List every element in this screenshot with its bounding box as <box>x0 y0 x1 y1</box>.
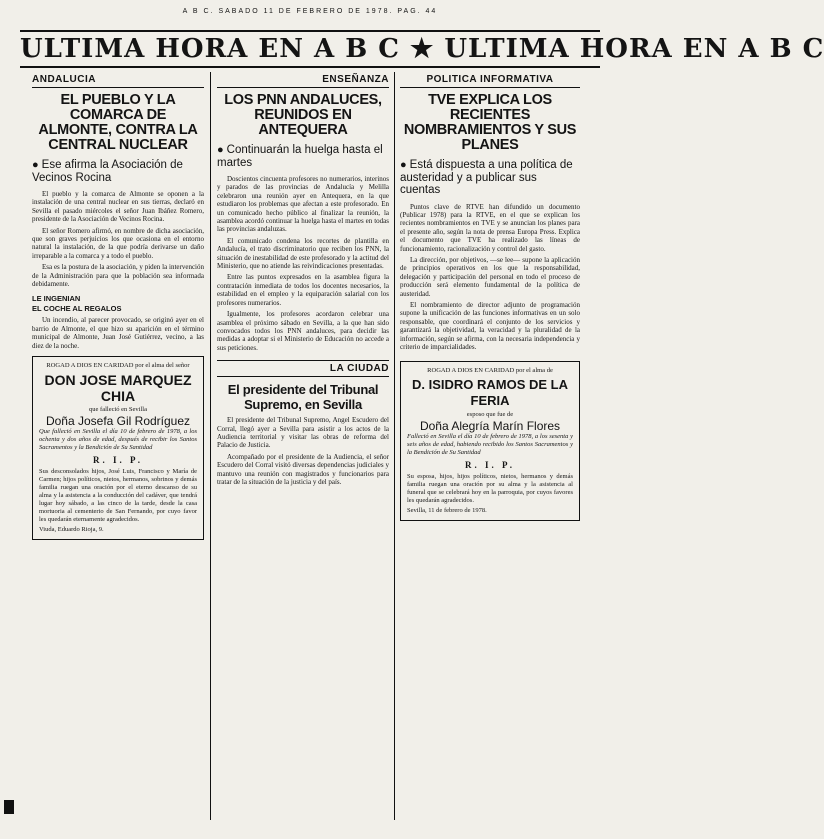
headline: LOS PNN ANDALUCES, REUNIDOS EN ANTEQUERA <box>224 92 382 138</box>
obituary-sub: esposo que fue de <box>466 411 514 419</box>
column-andalucia <box>32 74 204 540</box>
registration-mark <box>4 800 14 814</box>
article-paragraph: El señor Romero afirmó, en nombre de dicha asociación, que son graves perjuicios los que ocasiona en el entorno natural la instalación, de la que podría derivarse un daño irreparable a la comarca y a todo el pueblo. <box>32 226 204 260</box>
obituary-rip: R. I. P. <box>465 460 515 471</box>
subhead-text: Está dispuesta a una política de austeridad y a publicar sus cuentas <box>400 159 573 196</box>
subhead-bullet <box>32 159 204 184</box>
obituary-top: ROGAD A DIOS EN CARIDAD por el alma de <box>427 367 553 375</box>
obituary-address: Sevilla, 11 de febrero de 1978. <box>407 507 487 515</box>
subhead-bullet <box>400 159 580 197</box>
obituary-name: DON JOSE MARQUEZ CHIA <box>44 372 192 405</box>
obituary-notice <box>32 356 204 540</box>
headline: EL PUEBLO Y LA COMARCA DE ALMONTE, CONTRA LA CENTRAL NUCLEAR <box>38 92 198 153</box>
obituary-text: Que falleció en Sevilla el día 10 de febrero de 1978, a los ochenta y dos años de edad, después de recibir los Santos Sacramentos y la Bendición de Su Santidad <box>39 428 197 452</box>
bullet-icon: ● <box>217 144 224 156</box>
article-paragraph: Puntos clave de RTVE han difundido un documento (Publicar 1978) para la RTVE, en el que se explican los recientes nombramientos en TVE y se anuncian los planes para el presente año, según la nota de prensa Europa Press. Explica el documento que TVE ha realizado las líneas de funcionamiento, racionalización y control del gasto. <box>400 202 580 253</box>
article-paragraph: El presidente del Tribunal Supremo, Angel Escudero del Corral, llegó ayer a Sevilla para asistir a los actos de la Audiencia territorial y visitar las obras de reforma del Palacio de Justicia. <box>217 416 389 450</box>
article-paragraph: El pueblo y la comarca de Almonte se oponen a la instalación de una central nuclear en sus tierras, declaró en Sevilla el pasado miércoles el señor Juan Ibáñez Romero, presidente de la Asociación de Vecinos Rocina. <box>32 190 204 224</box>
article-paragraph: Doscientos cincuenta profesores no numerarios, interinos y parados de las provincias de Andalucía y Melilla celebraron una reunión ayer en Antequera, en la que estudiaron los problemas que afectan a este profesorado. En un comunicado hecho público al finalizar la reunión, la asamblea acordó continuar la huelga hasta el martes en todas las provincias andaluzas. <box>217 175 389 234</box>
section-label: ENSEÑANZA <box>217 74 389 88</box>
obituary-widow: Doña Alegría Marín Flores <box>419 419 561 434</box>
brief-text: Un incendio, al parecer provocado, se originó ayer en el barrio de Almonte, el que hizo su aparición en el término municipal de Almonte, Juan José Gutiérrez, vecino, a las diez de la noche. <box>32 316 204 350</box>
subhead-text: Continuarán la huelga hasta el martes <box>217 144 383 169</box>
headline: El presidente del Tribunal Supremo, en Sevilla <box>227 382 379 413</box>
obituary-address: Viuda, Eduardo Rioja, 9. <box>39 526 104 534</box>
section-label: LA CIUDAD <box>217 360 389 377</box>
article-paragraph: Esa es la postura de la asociación, y piden la intervención de la Administración para que la población sea informada debidamente. <box>32 263 204 289</box>
obituary-rip: R. I. P. <box>93 455 143 466</box>
column-rule <box>394 72 395 820</box>
brief-title: EL COCHE AL REGALOS <box>32 304 122 314</box>
obituary-name: D. ISIDRO RAMOS DE LA FERIA <box>411 377 568 409</box>
article-paragraph: Igualmente, los profesores acordaron celebrar una asamblea el próximo sábado en Sevilla, a la que han sido convocados todos los PNN andaluces, para decidir las medidas a adoptar si el Ministerio de Educación no accede a sus peticiones. <box>217 310 389 352</box>
obituary-family: Su esposa, hijos, hijos políticos, nietos, hermanos y demás familia ruegan una oración por su alma y la asistencia al funeral que se celebrará hoy en la parroquia, por cuyos favores les quedarán agradecidos. <box>407 473 573 505</box>
obituary-top: ROGAD A DIOS EN CARIDAD por el alma del señor <box>46 362 190 370</box>
section-label: POLITICA INFORMATIVA <box>400 74 580 88</box>
article-paragraph: Entre las puntos expresados en la asamblea figura la contratación inmediata de todos los docentes necesarios, la estabilidad en el empleo y la equiparación salarial con los profesores numerarios. <box>217 273 389 307</box>
article-paragraph: El comunicado condena los recortes de plantilla en Andalucía, el trato discriminatorio que reciben los PNN, la situación de inestabilidad de este profesorado y la actitud del Ministerio, que no atiende las reivindicaciones presentadas. <box>217 236 389 271</box>
obituary-widow: Doña Josefa Gil Rodríguez <box>45 414 191 429</box>
article-paragraph: El nombramiento de director adjunto de programación supone la unificación de las funciones informativas en un solo responsable, que coordinará el conjunto de los servicios y garantizará la objetividad, la veracidad y la pluralidad de la información, según se afirma, con la necesaria independencia y criterio de imparcialidades. <box>400 300 580 351</box>
subhead-text: Ese afirma la Asociación de Vecinos Rocina <box>32 159 183 184</box>
obituary-family: Sus desconsolados hijos, José Luis, Francisco y María de Carmen; hijos políticos, nietos, hermanos, sobrinos y demás familia ruegan una oración por el eterno descanso de su alma y la asistencia a la conducción del cadáver, que tendrá lugar hoy sábado, a las cinco de la tarde, desde la casa mortuoria al cementerio de San Fernando, por cuyo favor les quedarán eternamente agradecidos. <box>39 468 197 524</box>
obituary-notice <box>400 361 580 521</box>
banner-text: ULTIMA HORA EN A B C ★ ULTIMA HORA EN A B C <box>20 34 824 64</box>
bullet-icon: ● <box>400 159 407 171</box>
bullet-icon: ● <box>32 159 39 171</box>
article-paragraph: La dirección, por objetivos, —se lee— supone la aplicación de principios operativos en los que la responsabilidad, delegación y participación del personal en todo el proceso de producción será elemento fundamental de la política de austeridad. <box>400 255 580 298</box>
banner <box>20 30 824 68</box>
headline: TVE EXPLICA LOS RECIENTES NOMBRAMIENTOS Y SUS PLANES <box>403 92 577 153</box>
column-ensenanza <box>217 74 389 486</box>
subhead-bullet <box>217 144 389 169</box>
section-label: ANDALUCIA <box>32 74 204 88</box>
page-header: A B C. SABADO 11 DE FEBRERO DE 1978. PAG. 44 <box>182 8 438 15</box>
obituary-sub: que falleció en Sevilla <box>89 406 147 414</box>
column-rule <box>210 72 211 820</box>
article-paragraph: Acompañado por el presidente de la Audiencia, el señor Escudero del Corral visitó diversas dependencias judiciales y mantuvo una reunión con magistrados y funcionarios para tratar de la situación de la justicia y del país. <box>217 452 389 486</box>
brief-kicker: LE INGENIAN <box>32 294 81 304</box>
column-politica <box>400 74 580 521</box>
obituary-text: Falleció en Sevilla el día 10 de febrero de 1978, a los sesenta y seis años de edad, habiendo recibido los Santos Sacramentos y la Bendición de Su Santidad <box>407 433 573 457</box>
